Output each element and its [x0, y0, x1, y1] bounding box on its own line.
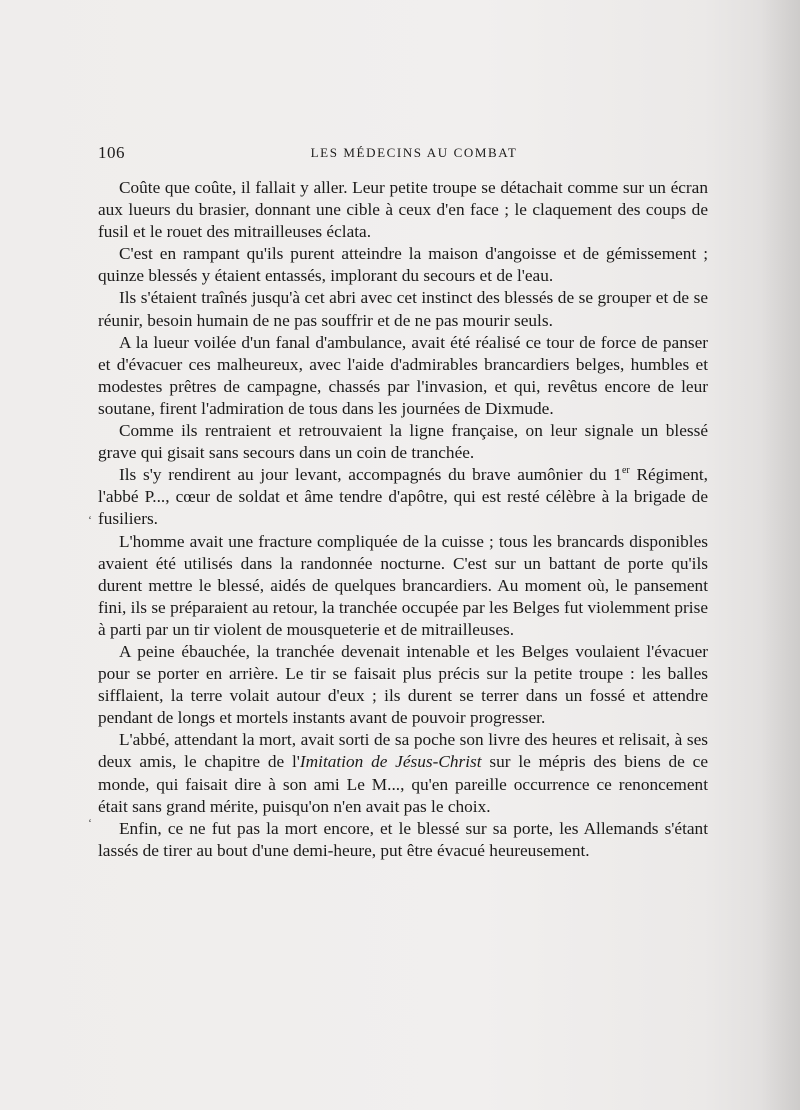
body-text — [98, 177, 708, 862]
paragraph: A la lueur voilée d'un fanal d'ambulance, avait été réalisé ce tour de force de panser et d'évacuer ces malheureux, avec l'aide d'admirables brancardiers belges, humbles et modestes prêtres de campagne, chassés par l'invasion, et qui, revêtus encore de leur soutane, firent l'admiration de tous dans les journées de Dixmude. — [98, 332, 708, 418]
paragraph: Ils s'étaient traînés jusqu'à cet abri avec cet instinct des blessés de se grouper et de se réunir, besoin humain de ne pas souffrir et de ne pas mourir seuls. — [98, 288, 708, 330]
paragraph: Coûte que coûte, il fallait y aller. Leur petite troupe se détachait comme sur un écran aux lueurs du brasier, donnant une cible à ceux d'en face ; le claquement des coups de fusil et le rouet des mitrailleuses éclata. — [98, 178, 708, 242]
running-head: LES MÉDECINS AU COMBAT — [310, 145, 518, 160]
paragraph-text: L'abbé, attendant la mort, avait sorti de sa poche son livre des heures et relisait, à ses deux amis, le chapitre de l' — [98, 730, 708, 772]
paragraph: Comme ils rentraient et retrouvaient la ligne française, on leur signale un blessé grave qui gisait sans secours dans un coin de tranchée. — [98, 421, 708, 463]
paragraph — [98, 729, 708, 817]
paragraph: C'est en rampant qu'ils purent atteindre la maison d'angoisse et de gémissement ; quinze blessés y étaient entassés, implorant du secours et de l'eau. — [98, 244, 708, 286]
paragraph — [98, 464, 708, 530]
paragraph-text: Ils s'y rendirent au jour levant, accompagnés du brave aumônier du 1 — [119, 465, 622, 485]
page-edge-shadow — [760, 0, 800, 1110]
superscript-er: er — [621, 465, 630, 477]
paragraph: Enfin, ce ne fut pas la mort encore, et le blessé sur sa porte, les Allemands s'étant lassés de tirer au bout d'une demi-heure, put être évacué heureusement. — [98, 818, 708, 860]
paragraph: A peine ébauchée, la tranchée devenait intenable et les Belges voulaient l'évacuer pour se porter en arrière. Le tir se faisait plus précis sur la petite troupe : les balles sifflaient, la terre volait autour d'eux ; ils durent se terrer dans un fossé et attendre pendant de longs et mortels instants avant de pouvoir progresser. — [98, 641, 708, 728]
page-header — [98, 143, 708, 165]
margin-mark: ‘ — [88, 513, 92, 527]
page-number: 106 — [98, 143, 125, 162]
paragraph: L'homme avait une fracture compliquée de la cuisse ; tous les brancards disponibles avaient été utilisés dans la randonnée nocturne. C'est sur un battant de porte qu'ils durent mettre le blessé, aidés de quelques brancardiers. Au moment où, le pansement fini, ils se préparaient au retour, la tranchée occupée par les Belges fut violemment prise à parti par un tir violent de mousqueterie et de mitrailleuses. — [98, 531, 708, 639]
paragraph-text: Régiment, l'abbé P..., cœur de soldat et âme tendre d'apôtre, qui est resté célèbre à la brigade de fusiliers. — [98, 465, 708, 529]
paragraph-text: sur le mépris des biens de ce monde, qui faisait dire à son ami Le M..., qu'en pareille occurrence ce renoncement était sans grand mérite, puisqu'on n'en avait pas le choix. — [98, 752, 708, 816]
book-title: Imitation de Jésus-Christ — [299, 752, 482, 772]
margin-mark: ‘ — [88, 816, 92, 830]
